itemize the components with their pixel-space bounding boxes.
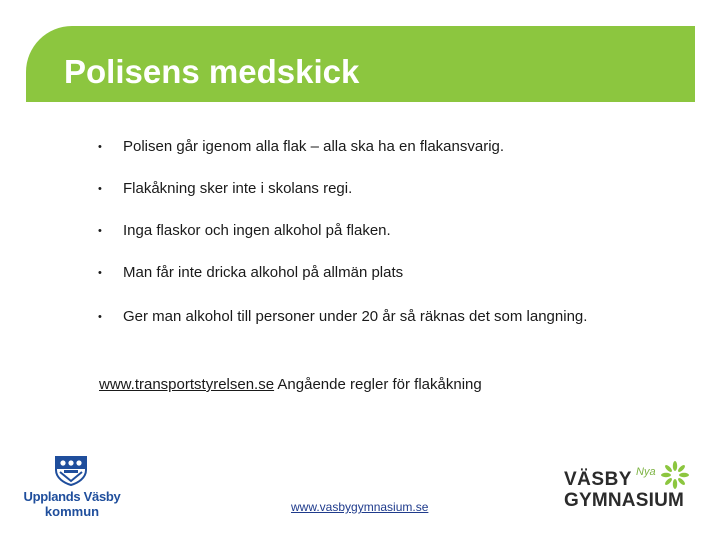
- list-item: [98, 179, 598, 199]
- bullet-text: Polisen går igenom alla flak – alla ska ha en flakansvarig.: [123, 138, 505, 155]
- logo-right-line2: GYMNASIUM: [564, 490, 685, 511]
- list-item: [98, 137, 598, 157]
- upplands-vasby-logo: [22, 454, 122, 524]
- reference-line: [99, 375, 482, 395]
- bullet-text: Inga flaskor och ingen alkohol på flaken.: [123, 222, 391, 239]
- list-item: [98, 307, 598, 327]
- logo-right-ny: Nya: [636, 466, 656, 478]
- logo-right-line1: VÄSBY: [564, 469, 632, 490]
- list-item: [98, 263, 598, 283]
- list-item: [98, 221, 598, 241]
- flower-icon: [660, 460, 690, 490]
- bullet-marker: •: [98, 311, 102, 323]
- bullet-text: Ger man alkohol till personer under 20 år så räknas det som langning.: [123, 308, 588, 325]
- vasby-gymnasium-logo: [560, 458, 700, 518]
- link-description: Angående regler för flakåkning: [274, 376, 482, 393]
- bullet-marker: •: [98, 183, 102, 195]
- bullet-marker: •: [98, 141, 102, 153]
- crest-icon: [54, 456, 88, 486]
- slide-title: Polisens medskick: [64, 53, 360, 90]
- logo-left-name: Upplands Väsby: [23, 489, 121, 504]
- bullet-marker: •: [98, 225, 102, 237]
- bullet-text: Man får inte dricka alkohol på allmän plats: [123, 264, 404, 281]
- bullet-list: [98, 137, 598, 327]
- bullet-text: Flakåkning sker inte i skolans regi.: [123, 180, 353, 197]
- transportstyrelsen-link[interactable]: www.transportstyrelsen.se: [99, 376, 275, 393]
- footer-website-link[interactable]: www.vasbygymnasium.se: [291, 500, 429, 514]
- logo-left-sub: kommun: [44, 504, 100, 519]
- bullet-marker: •: [98, 267, 102, 279]
